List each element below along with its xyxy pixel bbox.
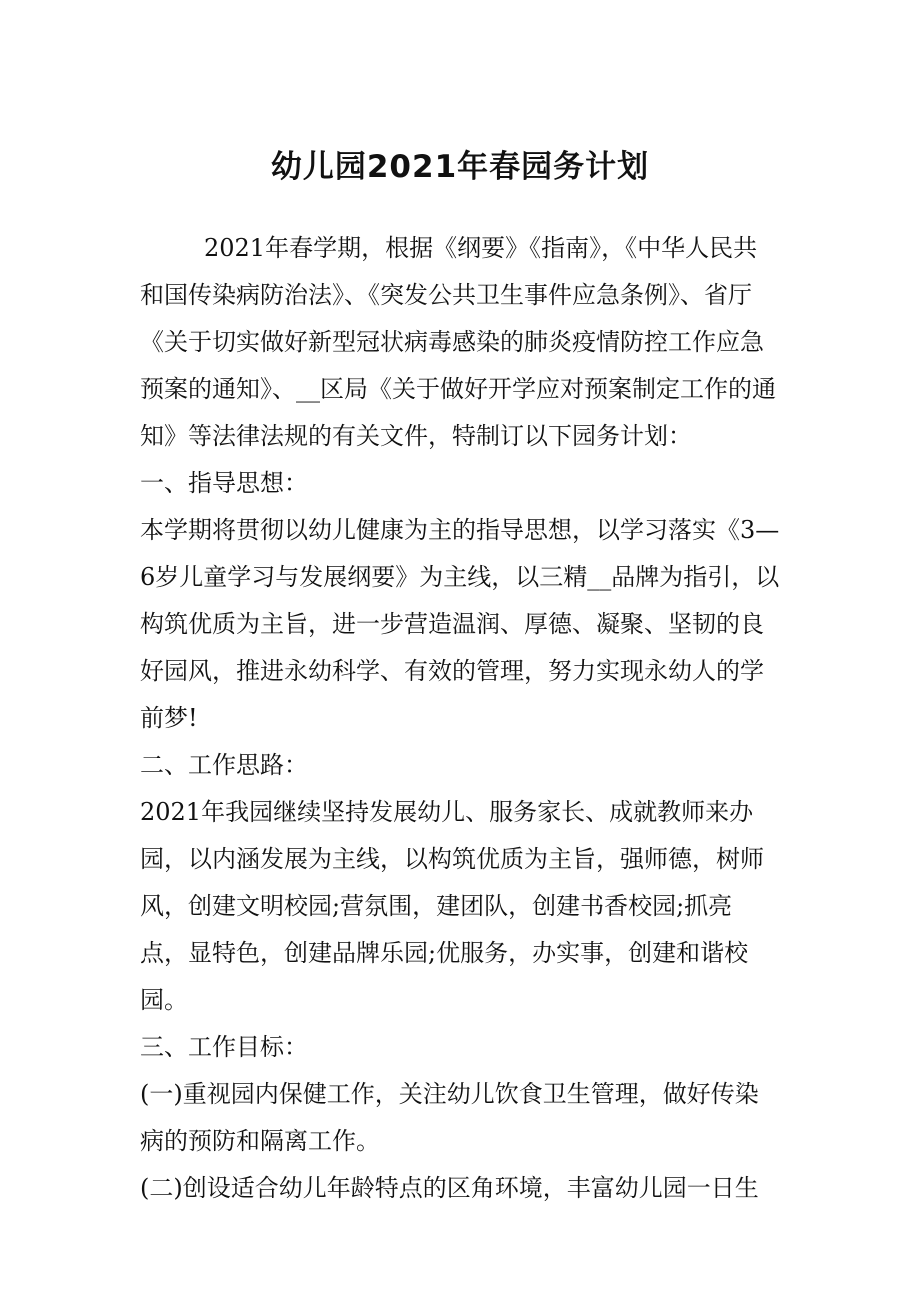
section-heading-work-approach: 二、工作思路： (140, 751, 308, 779)
document-title: 幼儿园2021年春园务计划 (270, 149, 650, 185)
goal-item-2: (二)创设适合幼儿年龄特点的区角环境，丰富幼儿园一日生 (140, 1174, 759, 1202)
goal-item-1: (一)重视园内保健工作，关注幼儿饮食卫生管理，做好传染病的预防和隔离工作。 (140, 1080, 759, 1155)
section-heading-guiding-ideology: 一、指导思想： (140, 469, 308, 497)
guiding-ideology-paragraph: 本学期将贯彻以幼儿健康为主的指导思想，以学习落实《3—6岁儿童学习与发展纲要》为主线，以三精__品牌为指引，以构筑优质为主旨，进一步营造温润、厚德、凝聚、坚韧的良好园风，推进永幼科学、有效的管理，努力实现永幼人的学前梦! (140, 516, 780, 732)
work-approach-paragraph: 2021年我园继续坚持发展幼儿、服务家长、成就教师来办园，以内涵发展为主线，以构筑优质为主旨，强师德，树师风，创建文明校园;营氛围，建团队，创建书香校园;抓亮点，显特色，创建品牌乐园;优服务，办实事，创建和谐校园。 (140, 798, 764, 1014)
section-heading-work-goals: 三、工作目标： (140, 1033, 308, 1061)
intro-paragraph: 2021年春学期，根据《纲要》《指南》，《中华人民共和国传染病防治法》、《突发公共卫生事件应急条例》、省厅《关于切实做好新型冠状病毒感染的肺炎疫情防控工作应急预案的通知》、__区局《关于做好开学应对预案制定工作的通知》等法律法规的有关文件，特制订以下园务计划： (140, 234, 776, 450)
document-body (140, 225, 780, 1212)
